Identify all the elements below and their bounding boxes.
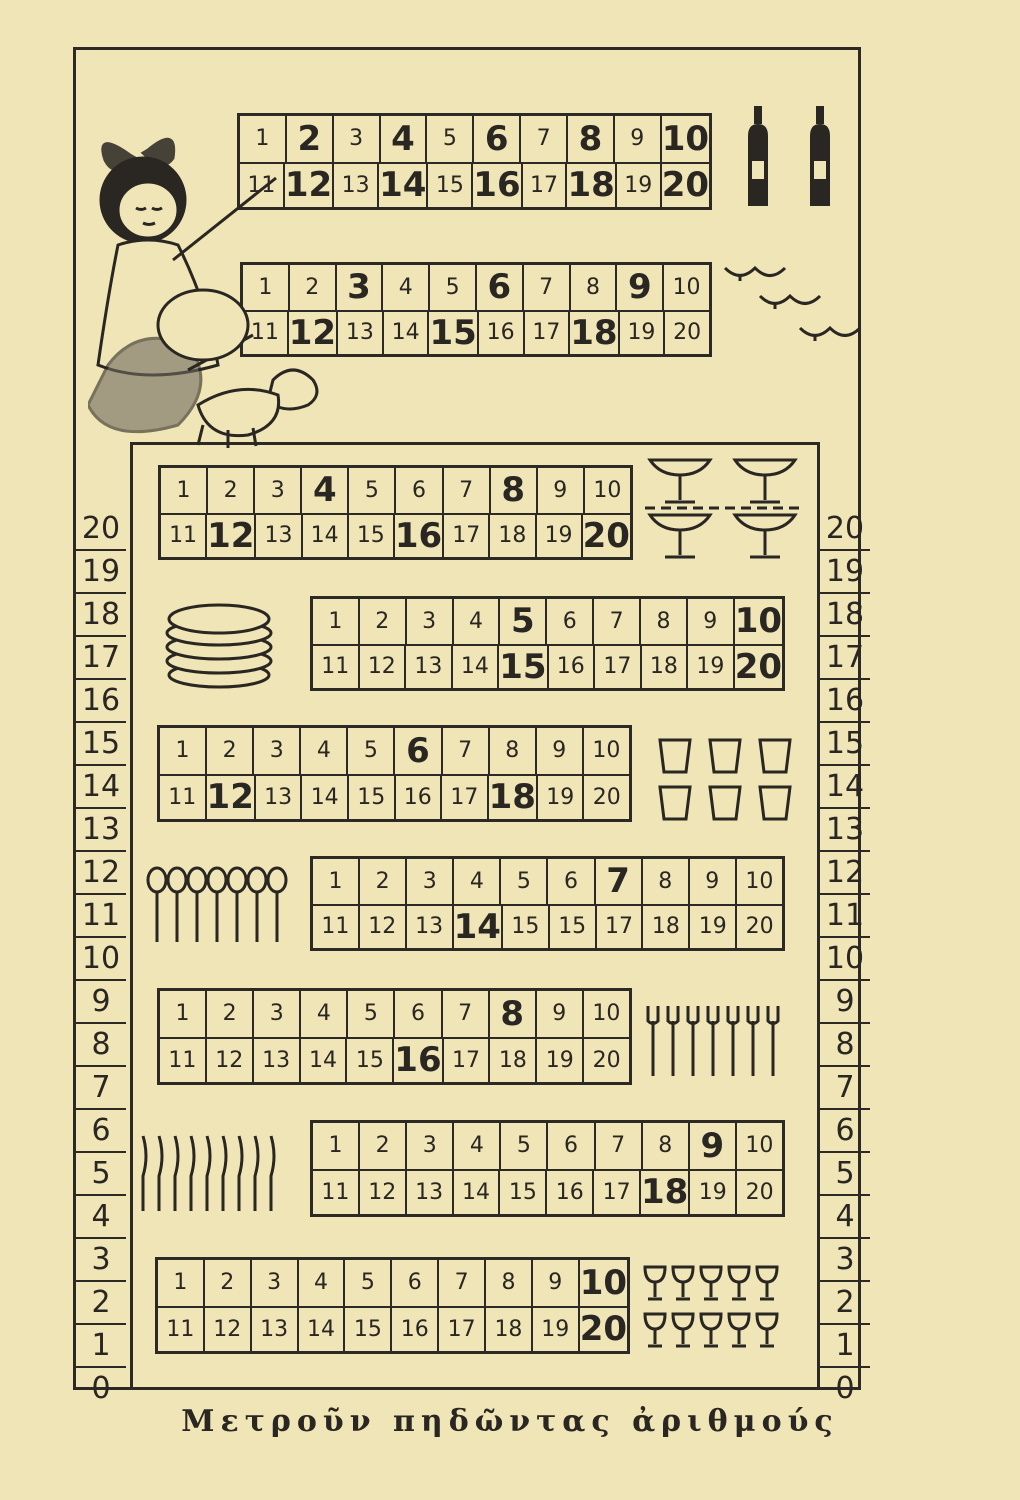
ruler-number: 12 <box>820 852 870 895</box>
number-cell: 3 <box>405 599 452 644</box>
highlighted-number: 9 <box>615 265 662 310</box>
number-cell: 2 <box>203 1260 250 1306</box>
ruler-number: 1 <box>76 1325 126 1368</box>
strip-row-bottom <box>158 1306 627 1352</box>
number-cell: 6 <box>545 599 592 644</box>
number-cell: 1 <box>255 126 270 152</box>
strip-row-top <box>313 599 782 644</box>
ruler-number: 4 <box>76 1196 126 1239</box>
ruler-number: 6 <box>76 1110 126 1153</box>
number-cell: 15 <box>347 515 393 558</box>
number-cell: 19 <box>688 906 735 949</box>
number-cell: 20 <box>663 312 709 355</box>
number-cell: 2 <box>358 599 405 644</box>
highlighted-number: 20 <box>734 646 783 687</box>
number-cell: 2 <box>206 468 253 513</box>
number-cell: 14 <box>451 646 498 689</box>
number-cell: 5 <box>499 1123 546 1169</box>
ruler-number: 18 <box>820 594 870 637</box>
strip-row-bottom <box>160 1037 629 1083</box>
number-cell: 17 <box>592 1171 639 1215</box>
strip-row-bottom <box>313 1169 782 1215</box>
number-cell: 13 <box>252 1039 299 1083</box>
number-cell: 1 <box>328 1133 343 1159</box>
number-cell: 2 <box>205 991 252 1037</box>
wine-glass-icon <box>640 1262 785 1357</box>
number-cell: 17 <box>442 515 488 558</box>
number-cell: 15 <box>548 906 595 949</box>
number-cell: 14 <box>297 1308 344 1352</box>
number-cell: 5 <box>346 728 393 774</box>
number-cell: 11 <box>166 1316 195 1342</box>
ruler-number: 11 <box>76 895 126 938</box>
number-cell: 19 <box>688 1171 735 1215</box>
number-cell: 5 <box>347 468 394 513</box>
number-cell: 16 <box>394 776 441 820</box>
ruler-number: 5 <box>76 1153 126 1196</box>
number-cell: 13 <box>250 1308 297 1352</box>
number-cell: 17 <box>593 646 640 689</box>
ruler-number: 19 <box>76 551 126 594</box>
number-cell: 18 <box>641 906 688 949</box>
number-cell: 14 <box>300 776 347 820</box>
highlighted-number: 14 <box>453 906 501 947</box>
ruler-number: 20 <box>76 508 126 551</box>
number-cell: 12 <box>358 906 405 949</box>
strip-by-5 <box>310 596 785 691</box>
highlighted-number: 6 <box>475 265 522 310</box>
ruler-number: 8 <box>820 1024 870 1067</box>
number-cell: 10 <box>662 265 709 310</box>
number-cell: 15 <box>343 1308 390 1352</box>
strip-row-bottom <box>161 513 630 558</box>
ruler-number: 7 <box>76 1067 126 1110</box>
highlighted-number: 18 <box>570 312 618 353</box>
number-cell: 2 <box>358 859 405 904</box>
strip-row-top <box>160 991 629 1037</box>
ruler-number: 14 <box>820 766 870 809</box>
number-cell: 10 <box>582 728 629 774</box>
number-cell: 18 <box>640 646 687 689</box>
number-cell: 7 <box>441 991 488 1037</box>
number-cell: 12 <box>205 1039 252 1083</box>
number-cell: 3 <box>252 991 299 1037</box>
highlighted-number: 10 <box>733 599 782 644</box>
ruler-number: 18 <box>76 594 126 637</box>
number-cell: 11 <box>250 320 279 346</box>
number-cell: 18 <box>488 1039 535 1083</box>
number-cell: 4 <box>452 599 499 644</box>
ruler-number: 0 <box>91 1371 111 1406</box>
number-cell: 15 <box>501 906 548 949</box>
number-cell: 8 <box>488 728 535 774</box>
number-cell: 12 <box>358 646 405 689</box>
ruler-number: 9 <box>76 981 126 1024</box>
number-cell: 2 <box>205 728 252 774</box>
number-cell: 14 <box>382 312 428 355</box>
highlighted-number: 16 <box>394 515 443 556</box>
number-cell: 16 <box>477 312 523 355</box>
ruler-number: 2 <box>820 1282 870 1325</box>
girl-with-pointer-illustration <box>88 110 328 455</box>
strip-row-bottom <box>313 904 782 949</box>
strip-row-top <box>160 728 629 774</box>
highlighted-number: 10 <box>660 116 709 162</box>
number-cell: 19 <box>536 776 583 820</box>
highlighted-number: 9 <box>688 1123 735 1169</box>
number-cell: 5 <box>428 265 475 310</box>
number-cell: 7 <box>437 1260 484 1306</box>
ruler-number: 14 <box>76 766 126 809</box>
number-cell: 7 <box>442 468 489 513</box>
strip-row-top <box>313 1123 782 1169</box>
number-cell: 1 <box>258 274 273 300</box>
number-cell: 1 <box>328 868 343 894</box>
number-cell: 15 <box>347 776 394 820</box>
cup-icon <box>655 735 795 830</box>
highlighted-number: 14 <box>379 165 427 206</box>
number-ruler-right <box>820 508 870 1411</box>
ruler-number: 17 <box>820 637 870 680</box>
number-cell: 19 <box>618 312 664 355</box>
highlighted-number: 18 <box>567 165 615 206</box>
ruler-number: 19 <box>820 551 870 594</box>
ruler-number: 3 <box>76 1239 126 1282</box>
number-cell: 8 <box>569 265 616 310</box>
ruler-number: 20 <box>820 508 870 551</box>
strip-row-top <box>158 1260 627 1306</box>
number-cell: 3 <box>405 1123 452 1169</box>
ruler-number: 6 <box>820 1110 870 1153</box>
number-cell: 16 <box>390 1308 437 1352</box>
number-cell: 19 <box>531 1308 578 1352</box>
number-cell: 11 <box>321 1179 350 1205</box>
number-cell: 9 <box>536 468 583 513</box>
number-cell: 1 <box>176 477 191 503</box>
strip-row-top <box>313 859 782 904</box>
ruler-number: 4 <box>820 1196 870 1239</box>
highlighted-number: 4 <box>300 468 347 513</box>
number-cell: 8 <box>641 1123 688 1169</box>
highlighted-number: 15 <box>499 646 547 687</box>
ruler-number: 15 <box>76 723 126 766</box>
strip-row-bottom <box>313 644 782 689</box>
highlighted-number: 4 <box>379 116 426 162</box>
strip-by-4 <box>158 465 633 560</box>
number-cell: 20 <box>582 1039 629 1083</box>
number-cell: 11 <box>321 654 350 680</box>
number-cell: 13 <box>332 164 377 208</box>
number-cell: 19 <box>686 646 733 689</box>
number-cell: 13 <box>405 1171 452 1215</box>
highlighted-number: 15 <box>429 312 477 353</box>
number-cell: 17 <box>442 1039 489 1083</box>
number-cell: 13 <box>404 646 451 689</box>
number-cell: 5 <box>346 991 393 1037</box>
number-cell: 17 <box>521 164 566 208</box>
number-cell: 4 <box>452 1123 499 1169</box>
ruler-number: 8 <box>76 1024 126 1067</box>
highlighted-number: 5 <box>498 599 545 644</box>
number-cell: 6 <box>393 991 440 1037</box>
knife-icon <box>135 1133 285 1218</box>
number-cell: 4 <box>299 728 346 774</box>
number-cell: 7 <box>441 728 488 774</box>
number-cell: 17 <box>440 776 487 820</box>
number-cell: 10 <box>582 991 629 1037</box>
number-cell: 10 <box>735 859 782 904</box>
number-cell: 17 <box>437 1308 484 1352</box>
highlighted-number: 18 <box>488 777 536 818</box>
number-cell: 2 <box>288 265 335 310</box>
strip-by-9 <box>310 1120 785 1217</box>
number-cell: 13 <box>254 515 300 558</box>
ruler-number: 11 <box>820 895 870 938</box>
number-cell: 8 <box>484 1260 531 1306</box>
number-cell: 15 <box>498 1171 545 1215</box>
number-cell: 6 <box>394 468 441 513</box>
number-cell: 10 <box>735 1123 782 1169</box>
number-cell: 8 <box>641 859 688 904</box>
number-cell: 13 <box>336 312 382 355</box>
number-cell: 1 <box>175 1001 190 1027</box>
number-cell: 14 <box>452 1171 499 1215</box>
number-cell: 14 <box>299 1039 346 1083</box>
strip-by-6 <box>157 725 632 822</box>
number-cell: 16 <box>545 1171 592 1215</box>
number-cell: 13 <box>254 776 301 820</box>
highlighted-number: 12 <box>207 515 255 556</box>
highlighted-number: 10 <box>578 1260 627 1306</box>
number-ruler-left <box>76 508 126 1411</box>
number-cell: 11 <box>321 914 350 940</box>
number-cell: 9 <box>535 728 582 774</box>
ruler-number: 16 <box>820 680 870 723</box>
number-cell: 12 <box>358 1171 405 1215</box>
highlighted-number: 12 <box>288 312 337 353</box>
number-cell: 3 <box>252 728 299 774</box>
number-cell: 1 <box>175 738 190 764</box>
strip-by-8 <box>157 988 632 1085</box>
number-cell: 15 <box>345 1039 392 1083</box>
number-cell: 1 <box>328 608 343 634</box>
ruler-number: 0 <box>835 1371 855 1406</box>
candy-dish-icon <box>720 258 870 358</box>
number-cell: 11 <box>168 1047 197 1073</box>
number-cell: 14 <box>301 515 347 558</box>
number-cell: 9 <box>535 991 582 1037</box>
highlighted-number: 3 <box>335 265 382 310</box>
plate-stack-icon <box>162 597 277 692</box>
highlighted-number: 20 <box>579 1309 628 1350</box>
number-cell: 2 <box>358 1123 405 1169</box>
number-cell: 10 <box>583 468 630 513</box>
number-cell: 7 <box>592 599 639 644</box>
number-cell: 5 <box>343 1260 390 1306</box>
number-cell: 20 <box>735 906 782 949</box>
number-cell: 20 <box>735 1171 782 1215</box>
ruler-number: 5 <box>820 1153 870 1196</box>
number-cell: 19 <box>535 1039 582 1083</box>
highlighted-number: 20 <box>582 515 630 556</box>
number-cell: 1 <box>173 1270 188 1296</box>
number-cell: 20 <box>582 776 629 820</box>
number-cell: 6 <box>546 1123 593 1169</box>
ruler-number: 2 <box>76 1282 126 1325</box>
number-cell: 19 <box>615 164 660 208</box>
ruler-number: 17 <box>76 637 126 680</box>
highlighted-number: 16 <box>394 1040 442 1081</box>
ruler-number: 10 <box>76 938 126 981</box>
number-cell: 16 <box>547 646 594 689</box>
number-cell: 8 <box>639 599 686 644</box>
number-cell: 15 <box>426 164 471 208</box>
fork-icon <box>640 1003 790 1083</box>
highlighted-number: 8 <box>566 116 613 162</box>
number-cell: 11 <box>247 172 276 198</box>
number-cell: 6 <box>390 1260 437 1306</box>
fruit-bowl-icon <box>640 450 810 570</box>
highlighted-number: 12 <box>284 165 333 206</box>
number-cell: 18 <box>488 515 534 558</box>
strip-row-bottom <box>160 774 629 820</box>
number-cell: 17 <box>523 312 569 355</box>
ruler-number: 10 <box>820 938 870 981</box>
highlighted-number: 16 <box>473 165 521 206</box>
spoon-icon <box>145 865 300 950</box>
number-cell: 9 <box>531 1260 578 1306</box>
ruler-number: 15 <box>820 723 870 766</box>
wine-bottle-icon <box>742 106 852 216</box>
number-cell: 19 <box>535 515 581 558</box>
number-cell: 5 <box>425 116 472 162</box>
number-cell: 6 <box>546 859 593 904</box>
number-cell: 11 <box>168 784 197 810</box>
number-cell: 3 <box>405 859 452 904</box>
number-cell: 9 <box>688 859 735 904</box>
number-cell: 11 <box>169 523 198 549</box>
highlighted-number: 7 <box>594 859 641 904</box>
ruler-number: 1 <box>820 1325 870 1368</box>
ruler-number: 13 <box>76 809 126 852</box>
number-cell: 7 <box>522 265 569 310</box>
page-caption: Μετροῦν πηδῶντας ἀριθμούς <box>181 1404 839 1439</box>
highlighted-number: 2 <box>285 116 332 162</box>
highlighted-number: 6 <box>393 728 440 774</box>
highlighted-number: 12 <box>206 777 254 818</box>
ruler-number: 3 <box>820 1239 870 1282</box>
ruler-number: 7 <box>820 1067 870 1110</box>
ruler-number: 13 <box>820 809 870 852</box>
number-cell: 7 <box>594 1123 641 1169</box>
ruler-number: 9 <box>820 981 870 1024</box>
number-cell: 3 <box>250 1260 297 1306</box>
ruler-number: 12 <box>76 852 126 895</box>
highlighted-number: 8 <box>488 991 535 1037</box>
number-cell: 4 <box>381 265 428 310</box>
number-cell: 9 <box>686 599 733 644</box>
strip-by-10 <box>155 1257 630 1354</box>
number-cell: 3 <box>253 468 300 513</box>
number-cell: 7 <box>519 116 566 162</box>
number-cell: 3 <box>332 116 379 162</box>
highlighted-number: 18 <box>641 1172 689 1213</box>
strip-by-7 <box>310 856 785 951</box>
number-cell: 4 <box>299 991 346 1037</box>
number-cell: 5 <box>499 859 546 904</box>
number-cell: 4 <box>452 859 499 904</box>
number-cell: 12 <box>203 1308 250 1352</box>
highlighted-number: 6 <box>472 116 519 162</box>
strip-row-top <box>161 468 630 513</box>
highlighted-number: 20 <box>661 165 710 206</box>
highlighted-number: 8 <box>489 468 536 513</box>
number-cell: 13 <box>405 906 452 949</box>
number-cell: 9 <box>613 116 660 162</box>
number-cell: 17 <box>595 906 642 949</box>
number-cell: 18 <box>484 1308 531 1352</box>
ruler-number: 16 <box>76 680 126 723</box>
number-cell: 4 <box>297 1260 344 1306</box>
